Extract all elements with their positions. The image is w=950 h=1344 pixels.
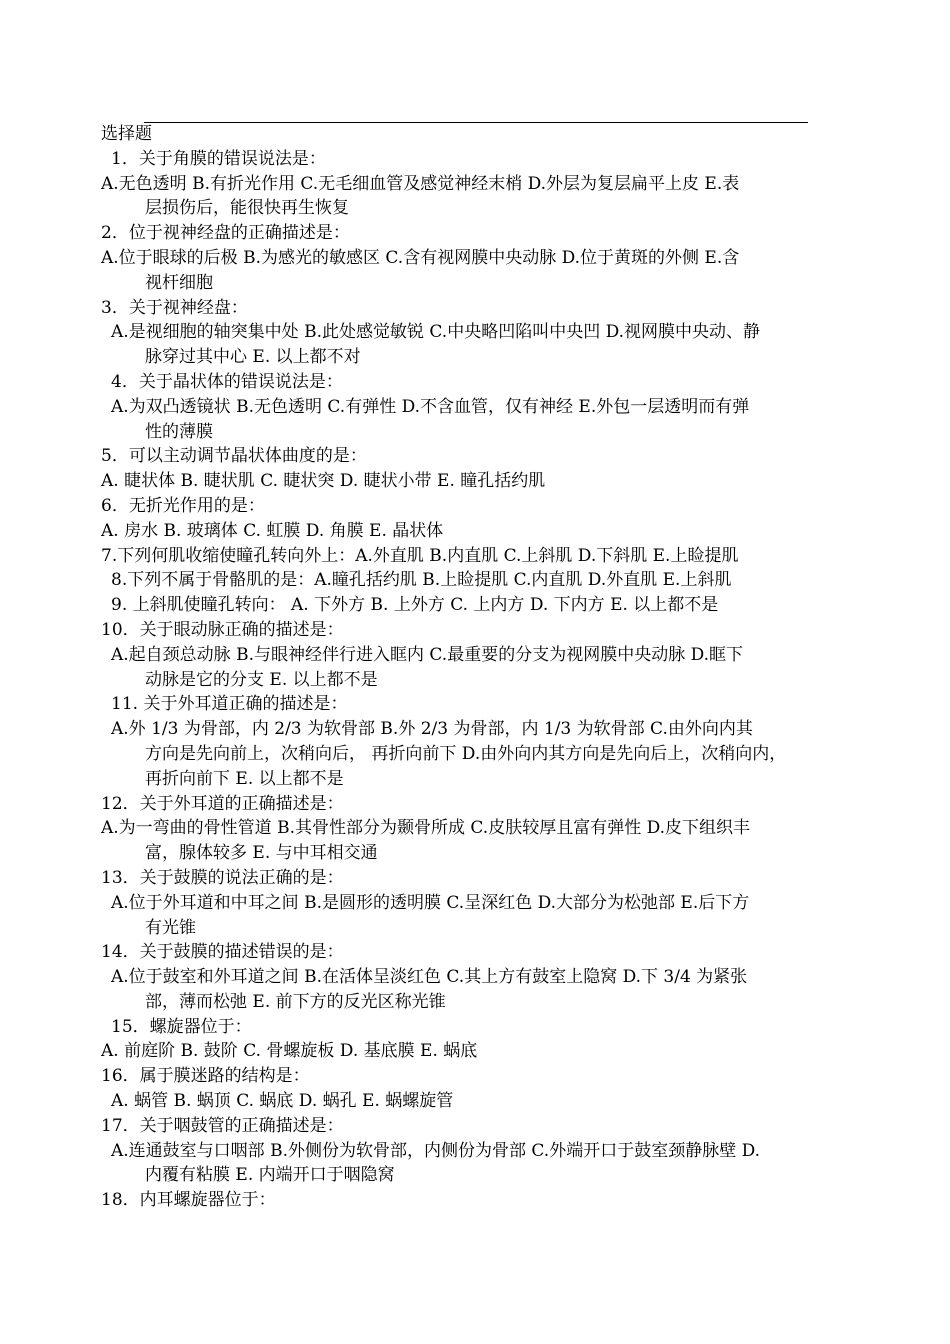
document-body [101,122,851,1213]
text-line: A. 蜗管 B. 蜗顶 C. 蜗底 D. 蜗孔 E. 蜗螺旋管 [111,1091,454,1112]
text-line: 1．关于角膜的错误说法是： [111,148,326,169]
text-line: 2．位于视神经盘的正确描述是： [101,223,350,244]
text-line: A.外 1/3 为骨部，内 2/3 为软骨部 B.外 2/3 为骨部，内 1/3 为软骨部 C.由外向内其 [111,719,753,740]
text-line: 16．属于膜迷路的结构是： [101,1066,310,1087]
text-line: A.为一弯曲的骨性管道 B.其骨性部分为颞骨所成 C.皮肤较厚且富有弹性 D.皮下组织丰 [101,818,751,839]
text-line: 12．关于外耳道的正确描述是： [101,793,344,814]
text-line: 8.下列不属于骨骼肌的是：A.瞳孔括约肌 B.上睑提肌 C.内直肌 D.外直肌 E.上斜肌 [111,570,732,591]
text-line: 13．关于鼓膜的说法正确的是： [101,867,344,888]
text-line: A.是视细胞的轴突集中处 B.此处感觉敏锐 C.中央略凹陷叫中央凹 D.视网膜中央动、静 [111,322,761,343]
text-line: 14．关于鼓膜的描述错误的是： [101,942,344,963]
text-line: 9. 上斜肌使瞳孔转向： A. 下外方 B. 上外方 C. 上内方 D. 下内方 E. 以上都不是 [111,595,719,616]
text-line: A.起自颈总动脉 B.与眼神经伴行进入眶内 C.最重要的分支为视网膜中央动脉 D.眶下 [111,644,744,665]
question-list [101,147,851,1213]
text-line: 动脉是它的分支 E. 以上都不是 [145,669,378,690]
text-line: 15．螺旋器位于： [111,1016,252,1037]
text-line: 10．关于眼动脉正确的描述是： [101,619,344,640]
text-line: 再折向前下 E. 以上都不是 [145,768,344,789]
text-line: 性的薄膜 [145,421,213,442]
text-line: A.为双凸透镜状 B.无色透明 C.有弹性 D.不含血管，仅有神经 E.外包一层透明而有弹 [111,396,750,417]
text-line: 4．关于晶状体的错误说法是： [111,371,343,392]
text-line: 17．关于咽鼓管的正确描述是： [101,1115,344,1136]
text-line: 内覆有粘膜 E. 内端开口于咽隐窝 [145,1165,395,1186]
text-line: 富，腺体较多 E. 与中耳相交通 [145,843,378,864]
text-line: 7.下列何肌收缩使瞳孔转向外上：A.外直肌 B.内直肌 C.上斜肌 D.下斜肌 E.上睑提肌 [101,545,739,566]
text-line: A.位于眼球的后极 B.为感光的敏感区 C.含有视网膜中央动脉 D.位于黄斑的外侧 E.含 [101,247,740,268]
text-line: 视杆细胞 [145,272,213,293]
text-line: 5．可以主动调节晶状体曲度的是： [101,446,367,467]
text-line: A.无色透明 B.有折光作用 C.无毛细血管及感觉神经末梢 D.外层为复层扁平上皮 E.表 [101,173,740,194]
text-line: 层损伤后，能很快再生恢复 [145,198,349,219]
text-line: A.连通鼓室与口咽部 B.外侧份为软骨部，内侧份为骨部 C.外端开口于鼓室颈静脉壁 D. [111,1140,761,1161]
text-line: 有光锥 [145,917,196,938]
text-line: A. 睫状体 B. 睫状肌 C. 睫状突 D. 睫状小带 E. 瞳孔括约肌 [101,471,546,492]
text-line: 18．内耳螺旋器位于： [101,1190,276,1211]
text-line: 6．无折光作用的是： [101,495,265,516]
text-line: 11. 关于外耳道正确的描述是： [111,694,348,715]
text-line: A. 前庭阶 B. 鼓阶 C. 骨螺旋板 D. 基底膜 E. 蜗底 [101,1041,478,1062]
section-title: 选择题 [101,124,152,144]
text-line: A.位于鼓室和外耳道之间 B.在活体呈淡红色 C.其上方有鼓室上隐窝 D.下 3/4 为紧张 [111,967,748,988]
text-line: 脉穿过其中心 E. 以上都不对 [145,347,361,368]
text-line: 方向是先向前上，次稍向后， 再折向前下 D.由外向内其方向是先向后上，次稍向内， [145,743,787,764]
text-line: A.位于外耳道和中耳之间 B.是圆形的透明膜 C.呈深红色 D.大部分为松弛部 E.后下方 [111,892,750,913]
text-line: 3．关于视神经盘： [101,297,248,318]
text-line: 部，薄而松弛 E. 前下方的反光区称光锥 [145,991,446,1012]
text-line: A. 房水 B. 玻璃体 C. 虹膜 D. 角膜 E. 晶状体 [101,520,444,541]
